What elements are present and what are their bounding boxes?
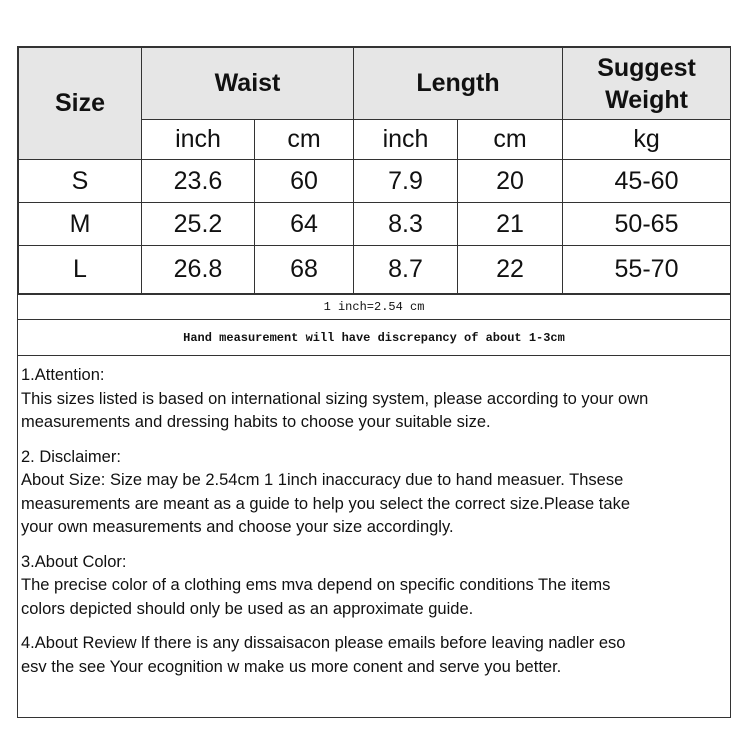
waist-inch-unit: inch (142, 120, 255, 160)
conversion-note: 1 inch=2.54 cm (18, 294, 730, 319)
color-line: The precise color of a clothing ems mva depend on specific conditions The items (21, 576, 611, 594)
weight-header-line1: Suggest (597, 53, 696, 82)
color-line: colors depicted should only be used as an approximate guide. (21, 599, 474, 618)
length-inch-unit: inch (354, 120, 458, 160)
attention-title: 1.Attention: (21, 366, 105, 384)
size-cell: S (19, 160, 142, 203)
weight-cell: 55-70 (563, 246, 731, 294)
discrepancy-note: Hand measurement will have discrepancy of about 1-3cm (18, 319, 730, 355)
length-cm-cell: 21 (458, 203, 563, 246)
size-header: Size (19, 48, 142, 160)
waist-header: Waist (142, 48, 354, 120)
length-inch-cell: 8.3 (354, 203, 458, 246)
waist-inch-cell: 25.2 (142, 203, 255, 246)
weight-header (563, 48, 731, 120)
info-section (18, 355, 730, 679)
attention-paragraph (21, 364, 730, 435)
color-title: 3.About Color: (21, 552, 127, 571)
weight-cell: 45-60 (563, 160, 731, 203)
review-line: 4.About Review lf there is any dissaisacon please emails before leaving nadler eso (21, 634, 626, 652)
waist-cm-cell: 60 (255, 160, 354, 203)
disclaimer-line: measurements are meant as a guide to help you select the correct size.Please take (21, 494, 630, 513)
table-row (19, 246, 731, 294)
weight-unit: kg (563, 120, 731, 160)
table-row (19, 203, 731, 246)
review-line: esv the see Your ecognition w make us more conent and serve you better. (21, 657, 562, 676)
table-row (19, 160, 731, 203)
waist-cm-cell: 68 (255, 246, 354, 294)
disclaimer-title: 2. Disclaimer: (21, 447, 121, 466)
waist-cm-unit: cm (255, 120, 354, 160)
waist-inch-cell: 23.6 (142, 160, 255, 203)
length-header: Length (354, 48, 563, 120)
weight-cell: 50-65 (563, 203, 731, 246)
review-paragraph (21, 632, 730, 679)
disclaimer-paragraph (21, 446, 730, 540)
weight-header-line2: Weight (605, 85, 688, 114)
length-inch-cell: 8.7 (354, 246, 458, 294)
length-cm-unit: cm (458, 120, 563, 160)
length-cm-cell: 20 (458, 160, 563, 203)
attention-line: This sizes listed is based on international sizing system, please according to your own (21, 389, 649, 408)
waist-inch-cell: 26.8 (142, 246, 255, 294)
waist-cm-cell: 64 (255, 203, 354, 246)
disclaimer-line: your own measurements and choose your size accordingly. (21, 518, 454, 536)
size-table (18, 47, 731, 294)
attention-line: measurements and dressing habits to choose your suitable size. (21, 413, 491, 431)
color-paragraph (21, 551, 730, 622)
size-chart (17, 46, 731, 718)
disclaimer-line: About Size: Size may be 2.54cm 1 1inch inaccuracy due to hand measuer. Thsese (21, 471, 624, 489)
length-cm-cell: 22 (458, 246, 563, 294)
size-cell: L (19, 246, 142, 294)
length-inch-cell: 7.9 (354, 160, 458, 203)
size-cell: M (19, 203, 142, 246)
